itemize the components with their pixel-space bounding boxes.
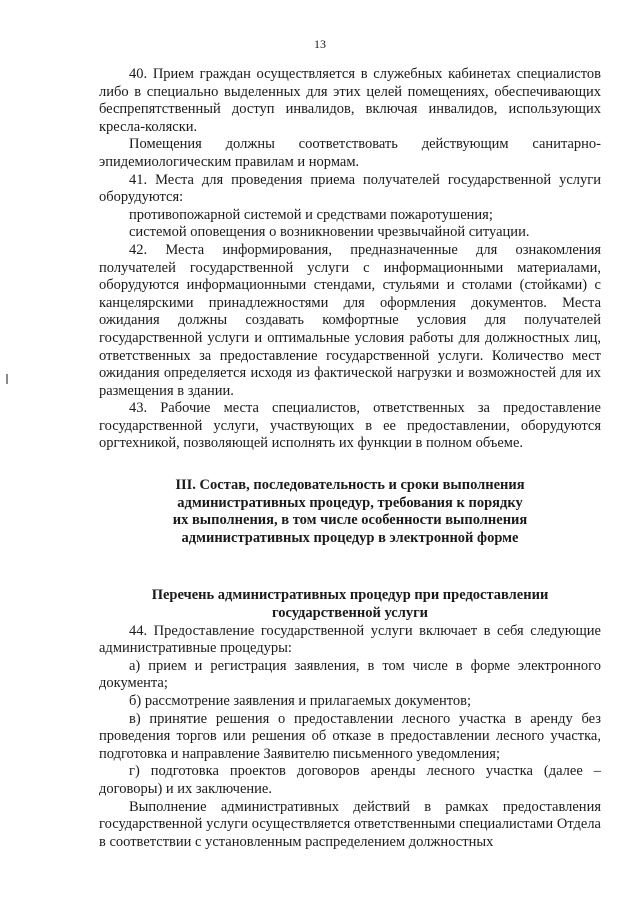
- paragraph-42: 42. Места информирования, предназначенные для ознакомления получателей государственной услуги с информационными материалами, оборудуются информационными стендами, стульями и столами (стойками) с канцелярскими принадлежностями для оформления документов. Места ожидания должны создавать комфортные условия для получателей государственной услуги и оптимальные условия работы для должностных лиц, ответственных за предоставление государственной услуги. Количество мест ожидания определяется исходя из фактической нагрузки и возможностей для их размещения в здании.: [99, 241, 601, 399]
- section-heading-line: их выполнения, в том числе особенности выполнения: [172, 512, 528, 529]
- paragraph-admin-actions: Выполнение административных действий в рамках предоставления государственной услуги осуществляется ответственными специалистами Отдела в соответствии с установленным распределением должностных: [99, 798, 601, 850]
- scan-margin-mark: [6, 374, 8, 384]
- paragraph-44-item-b: б) рассмотрение заявления и прилагаемых документов;: [129, 693, 471, 709]
- paragraph-44: 44. Предоставление государственной услуги включает в себя следующие административные процедуры:: [99, 622, 601, 657]
- paragraph-41-alert-system: системой оповещения о возникновении чрезвычайной ситуации.: [129, 224, 530, 241]
- paragraph-41: 41. Места для проведения приема получателей государственной услуги оборудуются:: [99, 171, 601, 206]
- paragraph-44-item-a: а) прием и регистрация заявления, в том числе в форме электронного документа;: [99, 657, 601, 692]
- subsection-heading-line: Перечень административных процедур при предоставлении: [151, 587, 549, 604]
- paragraph-43: 43. Рабочие места специалистов, ответственных за предоставление государственной услуги, участвующих в ее предоставлении, оборудуются оргтехникой, позволяющей исполнять их функции в полном объеме.: [99, 400, 601, 452]
- paragraph-41-fire-system: противопожарной системой и средствами пожаротушения;: [129, 206, 493, 223]
- section-heading: [99, 477, 601, 547]
- paragraph-44-item-v: в) принятие решения о предоставлении лесного участка в аренду без проведения торгов или решения об отказе в предоставлении лесного участка, подготовка и направление Заявителю письменного уведомления;: [99, 710, 601, 762]
- document-body: [99, 66, 601, 851]
- page-number: 13: [314, 37, 326, 51]
- paragraph-40: 40. Прием граждан осуществляется в служебных кабинетах специалистов либо в специально выделенных для этих целей помещениях, обеспечивающих беспрепятственный доступ инвалидов, включая инвалидов, использующих кресла-коляски.: [99, 66, 601, 135]
- paragraph-44-item-g: г) подготовка проектов договоров аренды лесного участка (далее – договоры) и их заключение.: [99, 763, 601, 797]
- subsection-heading-line: государственной услуги: [271, 605, 429, 622]
- section-heading-line: III. Состав, последовательность и сроки выполнения: [175, 477, 525, 494]
- subsection-heading: [99, 587, 601, 622]
- section-heading-line: административных процедур в электронной форме: [181, 529, 519, 546]
- paragraph-premises: Помещения должны соответствовать действующим санитарно-эпидемиологическим правилам и нормам.: [99, 136, 601, 170]
- section-heading-line: административных процедур, требования к порядку: [177, 494, 523, 511]
